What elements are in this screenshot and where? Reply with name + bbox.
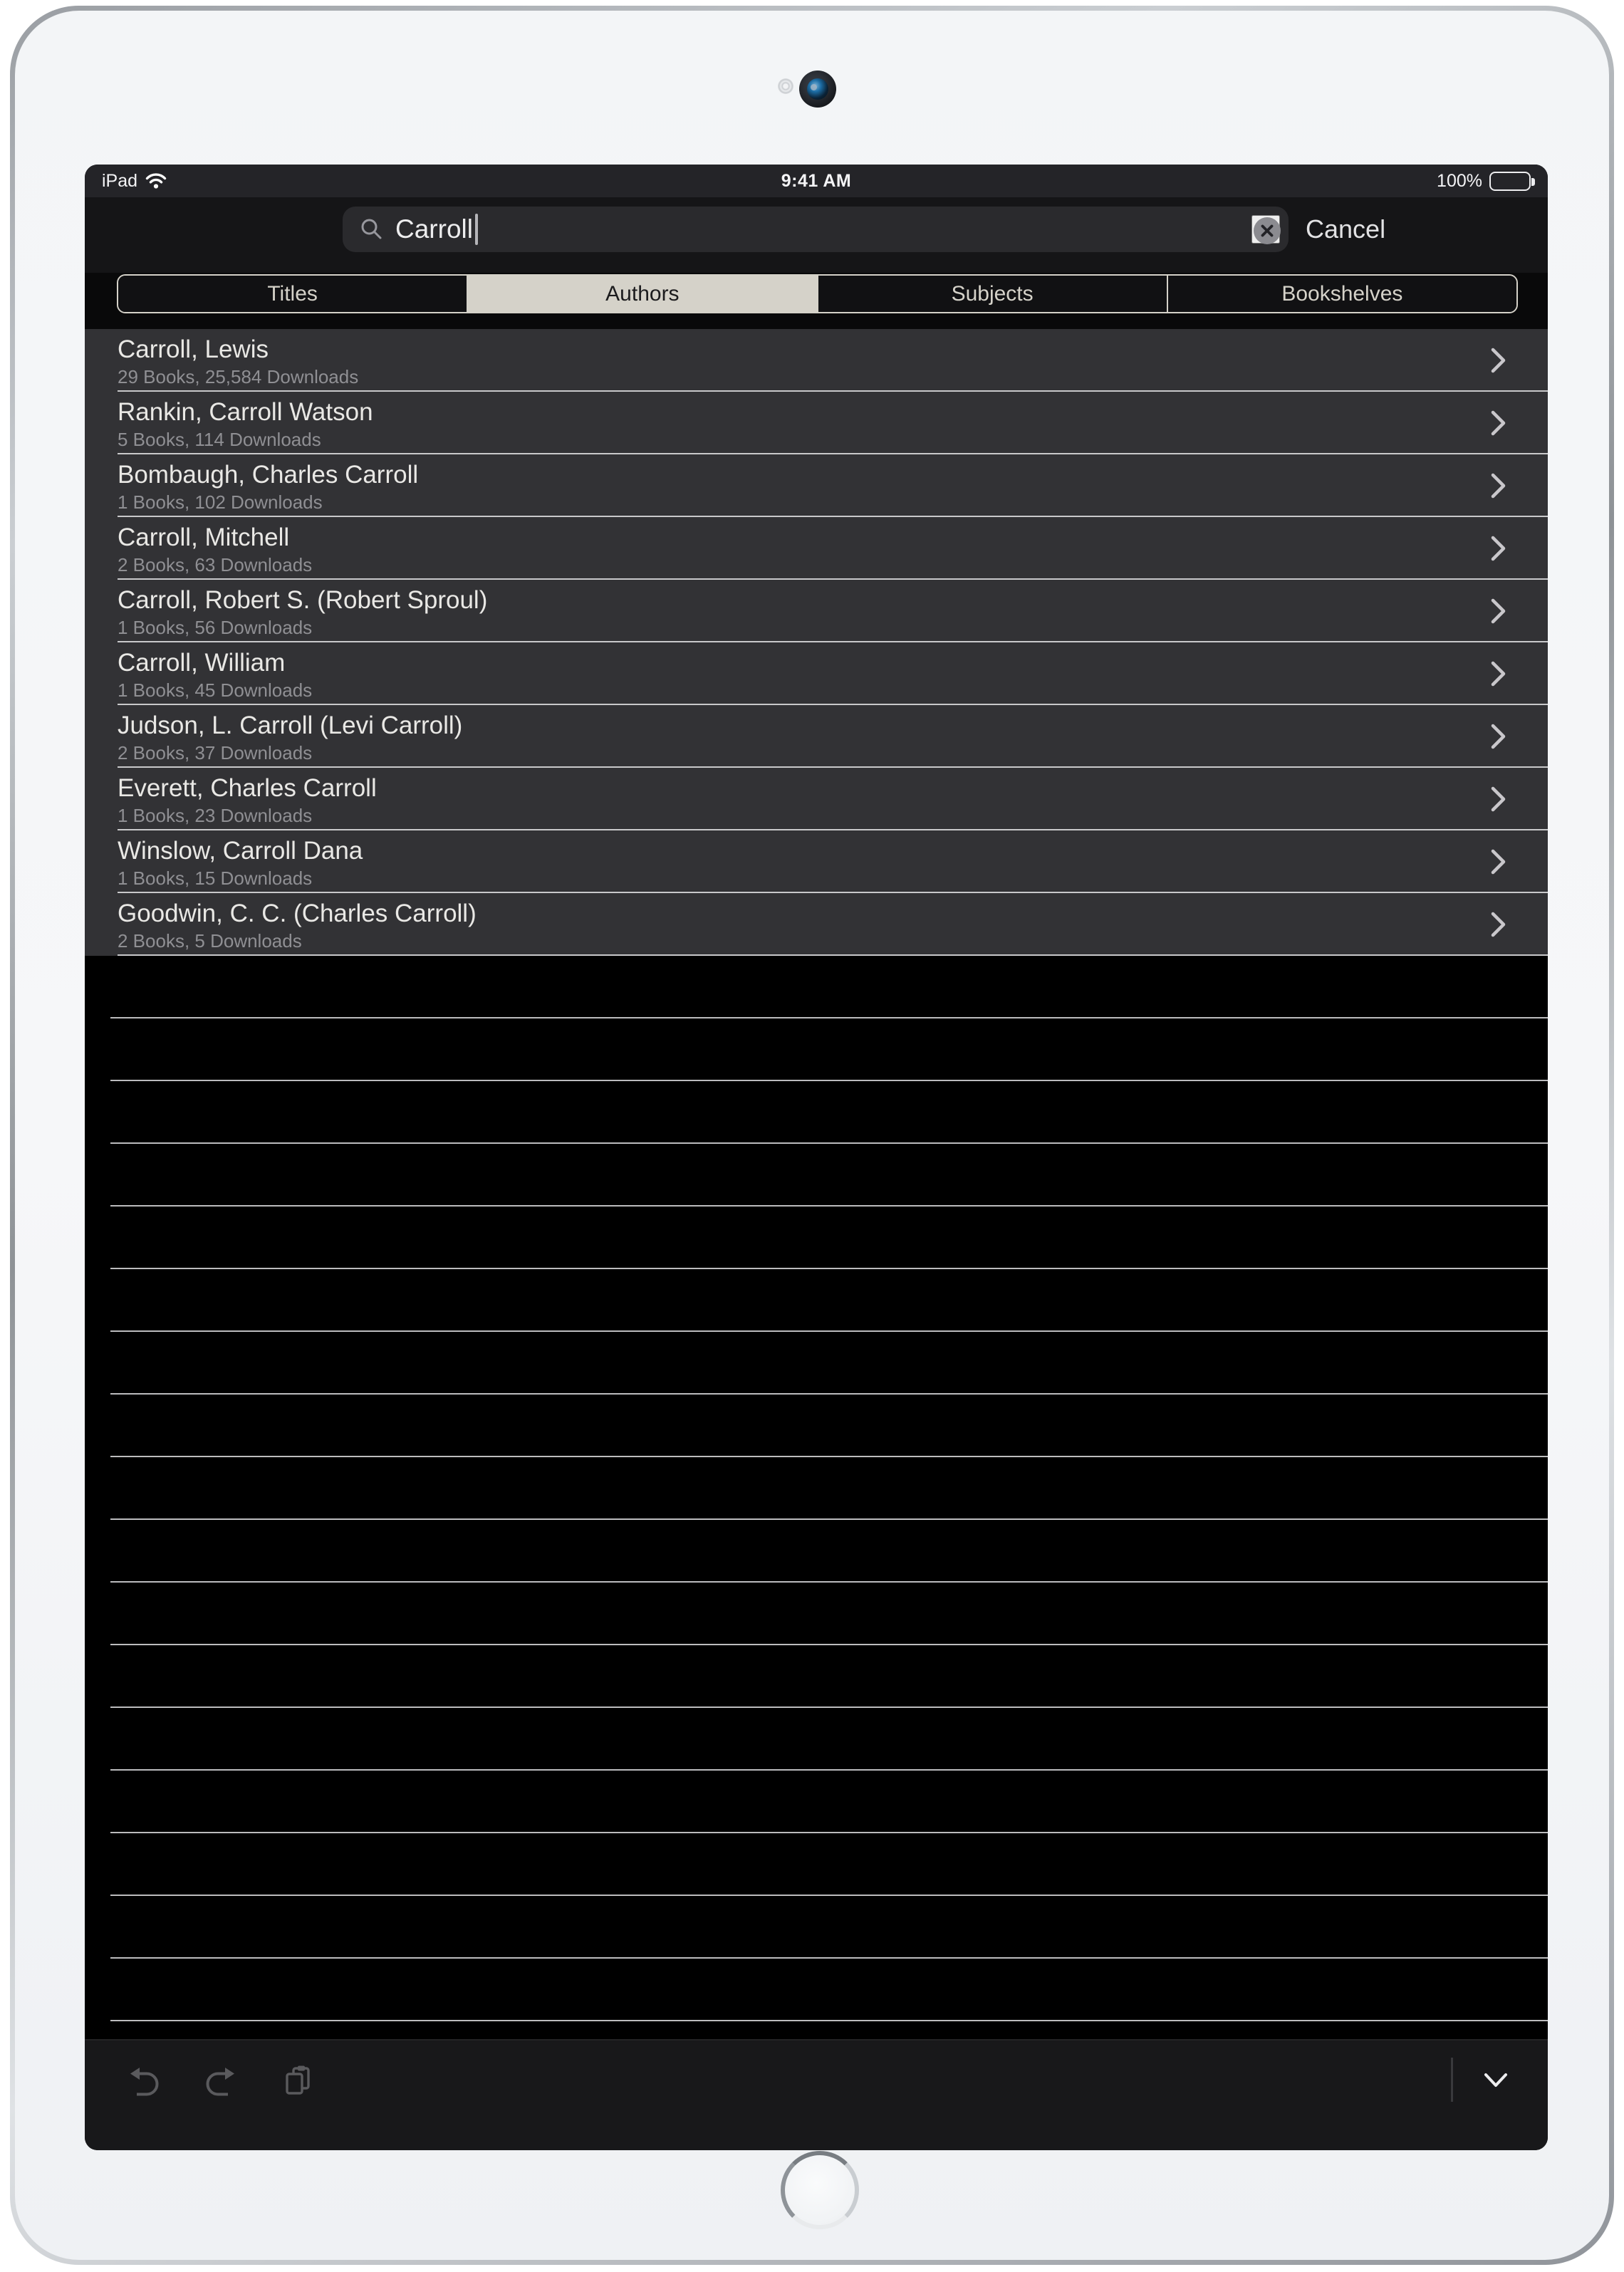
scope-tab[interactable] [467,276,816,312]
author-result-row[interactable] [85,517,1548,580]
paste-button[interactable] [281,2064,314,2097]
author-name: Carroll, Lewis [118,335,269,363]
author-stats: 1 Books, 102 Downloads [118,491,323,513]
author-result-row[interactable] [85,768,1548,830]
disclosure-chevron-icon [1491,473,1506,499]
author-name: Rankin, Carroll Watson [118,398,373,426]
scope-tab[interactable] [817,276,1167,312]
author-result-row[interactable] [85,580,1548,642]
scope-tab-label: Authors [605,281,680,306]
author-name: Carroll, William [118,649,286,677]
author-stats: 2 Books, 37 Downloads [118,742,313,764]
toolbar-divider [1451,2058,1453,2102]
author-stats: 2 Books, 5 Downloads [118,930,302,952]
ambient-sensor-dot [778,78,793,94]
paste-icon [281,2064,314,2097]
author-result-row[interactable] [85,454,1548,517]
disclosure-chevron-icon [1491,348,1506,373]
battery-icon [1489,172,1531,191]
scope-tab-label: Titles [267,281,318,306]
author-results-list [85,329,1548,956]
home-button[interactable] [781,2151,859,2229]
author-stats: 1 Books, 56 Downloads [118,617,313,638]
disclosure-chevron-icon [1491,661,1506,687]
disclosure-chevron-icon [1491,410,1506,436]
cancel-button[interactable]: Cancel [1306,207,1385,252]
disclosure-chevron-icon [1491,912,1506,937]
scope-tab-label: Subjects [951,281,1034,306]
author-result-row[interactable] [85,392,1548,454]
author-stats: 2 Books, 63 Downloads [118,554,313,575]
author-name: Carroll, Mitchell [118,523,290,551]
undo-button[interactable] [127,2064,160,2097]
empty-row-separators [110,956,1548,2024]
app-screen [85,165,1548,2150]
search-scope-tabs [117,274,1518,313]
disclosure-chevron-icon [1491,724,1506,749]
disclosure-chevron-icon [1491,536,1506,561]
search-header [85,197,1548,273]
camera-glint [811,84,817,90]
keyboard-accessory-toolbar [85,2039,1548,2150]
search-icon [360,217,384,241]
scope-tab[interactable] [1167,276,1516,312]
author-result-row[interactable] [85,893,1548,956]
empty-rows-area [85,956,1548,2039]
disclosure-chevron-icon [1491,598,1506,624]
clear-search-button[interactable] [1251,215,1280,244]
author-stats: 5 Books, 114 Downloads [118,429,321,450]
redo-icon [204,2064,237,2097]
search-input[interactable] [343,207,1289,252]
text-cursor [475,214,478,245]
author-result-row[interactable] [85,329,1548,392]
tabs-strip [85,273,1548,329]
author-stats: 1 Books, 45 Downloads [118,679,313,701]
author-stats: 1 Books, 15 Downloads [118,867,313,889]
disclosure-chevron-icon [1491,786,1506,812]
author-result-row[interactable] [85,830,1548,893]
dismiss-keyboard-button[interactable] [1479,2064,1512,2097]
author-result-row[interactable] [85,642,1548,705]
clock: 9:41 AM [781,170,852,191]
dismiss-keyboard-icon [1479,2064,1512,2097]
search-query-text: Carroll [395,214,473,244]
status-bar [85,165,1548,197]
author-name: Judson, L. Carroll (Levi Carroll) [118,712,463,739]
author-stats: 29 Books, 25,584 Downloads [118,366,359,387]
battery-percent: 100% [1437,170,1482,191]
author-name: Everett, Charles Carroll [118,774,377,802]
device-bezel [15,11,1609,2260]
redo-button[interactable] [204,2064,237,2097]
ipad-device-frame [10,6,1614,2265]
author-name: Carroll, Robert S. (Robert Sproul) [118,586,488,614]
camera-lens [807,78,828,100]
scope-tab-label: Bookshelves [1281,281,1403,306]
clear-icon [1253,217,1279,245]
author-name: Goodwin, C. C. (Charles Carroll) [118,900,477,927]
author-name: Bombaugh, Charles Carroll [118,461,419,489]
front-camera [799,71,836,108]
scope-tab[interactable] [118,276,467,312]
author-name: Winslow, Carroll Dana [118,837,363,865]
undo-icon [127,2064,160,2097]
carrier-label: iPad [102,170,138,191]
author-result-row[interactable] [85,705,1548,768]
wifi-icon [145,172,167,190]
author-stats: 1 Books, 23 Downloads [118,805,313,826]
disclosure-chevron-icon [1491,849,1506,875]
